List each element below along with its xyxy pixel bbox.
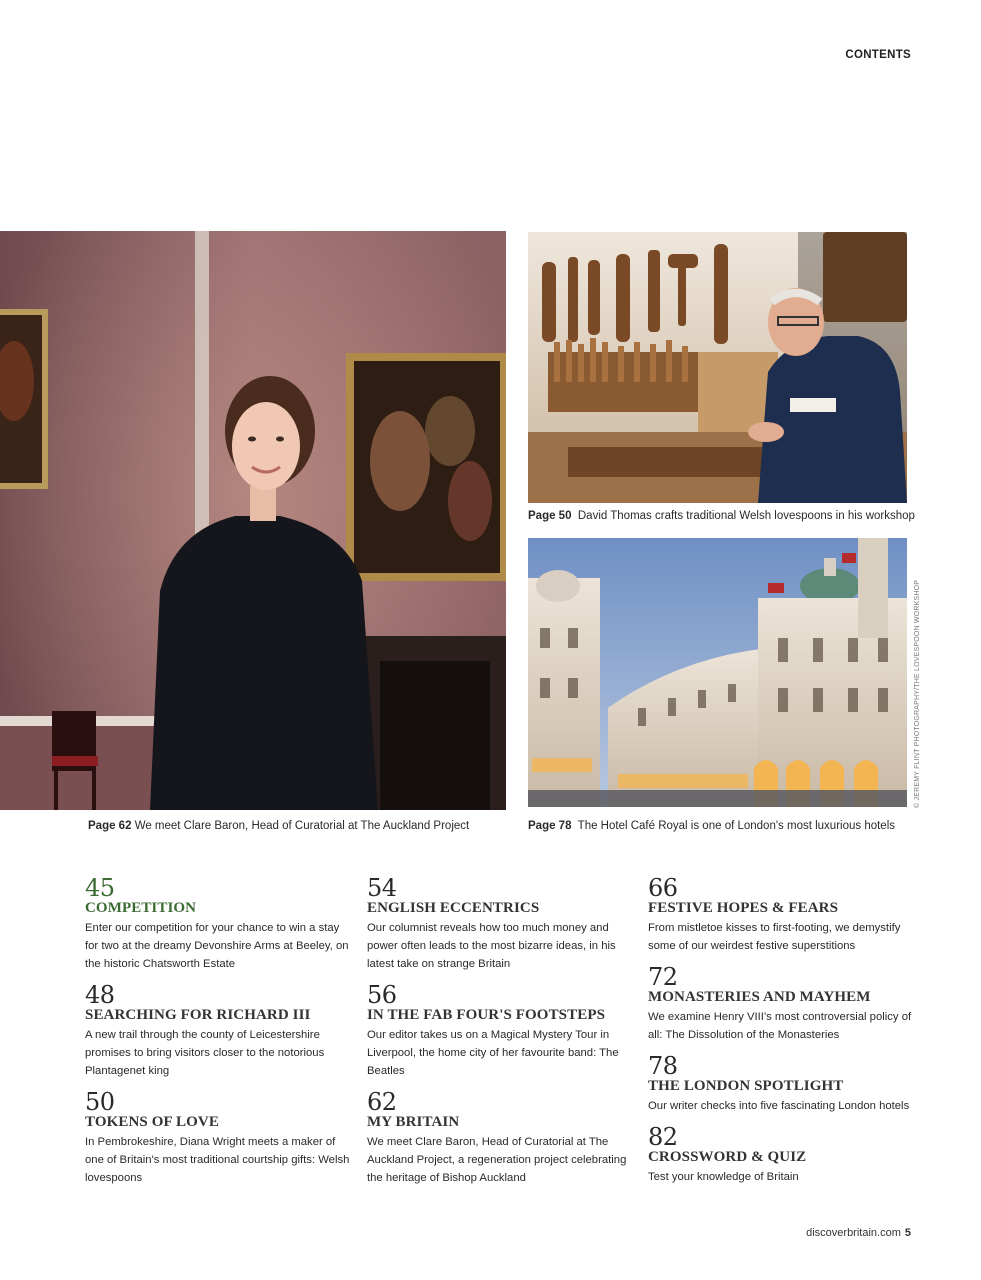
photo-hotel-cafe-royal [528,538,907,807]
contents-entry[interactable] [367,876,637,973]
contents-entry[interactable] [648,876,918,955]
entry-description: A new trail through the county of Leicestershire promises to bring visitors closer to the notorious Plantagenet king [85,1029,325,1077]
entry-description: Our editor takes us on a Magical Mystery Tour in Liverpool, the home city of her favourite band: The Beatles [367,1029,619,1077]
entry-page-number: 78 [648,1052,678,1080]
caption-workshop [528,510,915,522]
caption-text: We meet Clare Baron, Head of Curatorial at The Auckland Project [134,820,470,832]
contents-entry[interactable] [367,1090,637,1187]
entry-description: Enter our competition for your chance to win a stay for two at the dreamy Devonshire Arms at Beeley, on the historic Chatsworth Estate [85,922,349,970]
caption-hotel [528,820,895,832]
contents-column-3 [648,876,918,1196]
entry-title: SEARCHING FOR RICHARD III [85,1007,311,1023]
entry-page-number: 48 [85,981,115,1009]
entry-title: MONASTERIES AND MAYHEM [648,989,871,1005]
entry-page-number: 54 [367,874,397,902]
contents-entry[interactable] [648,1054,918,1115]
photo-credit: © JEREMY FLINT PHOTOGRAPHY/THE LOVESPOON WORKSHOP [914,579,921,808]
section-label: CONTENTS [845,49,911,61]
entry-description: Test your knowledge of Britain [648,1171,799,1183]
contents-entry[interactable] [85,876,355,973]
entry-description: From mistletoe kisses to first-footing, we demystify some of our weirdest festive superstitions [648,922,901,952]
entry-page-number: 72 [648,963,678,991]
entry-title: THE LONDON SPOTLIGHT [648,1078,844,1094]
contents-column-2 [367,876,637,1197]
entry-description: We meet Clare Baron, Head of Curatorial at The Auckland Project, a regeneration project celebrating the heritage of Bishop Auckland [367,1136,627,1184]
entry-description: In Pembrokeshire, Diana Wright meets a maker of one of Britain's most traditional courtship gifts: Welsh lovespoons [85,1136,350,1184]
entry-description: Our writer checks into five fascinating London hotels [648,1100,910,1112]
contents-entry[interactable] [367,983,637,1080]
entry-title: FESTIVE HOPES & FEARS [648,900,839,916]
page-number: 5 [904,1227,911,1239]
entry-title: IN THE FAB FOUR'S FOOTSTEPS [367,1007,606,1023]
entry-page-number: 45 [85,874,115,902]
entry-page-number: 82 [648,1123,678,1151]
entry-title: COMPETITION [85,900,197,916]
entry-page-number: 62 [367,1088,397,1116]
caption-text: The Hotel Café Royal is one of London's most luxurious hotels [577,820,896,832]
contents-entry[interactable] [85,1090,355,1187]
photo-clare-baron [0,231,506,810]
caption-page-ref: Page 50 [528,510,572,522]
caption-page-ref: Page 78 [528,820,572,832]
entry-description: We examine Henry VIII's most controversial policy of all: The Dissolution of the Monasteries [648,1011,912,1041]
page-footer [806,1227,911,1239]
entry-page-number: 56 [367,981,397,1009]
contents-entry[interactable] [648,965,918,1044]
caption-text: David Thomas crafts traditional Welsh lovespoons in his workshop [577,510,915,522]
entry-page-number: 66 [648,874,678,902]
contents-entry[interactable] [85,983,355,1080]
entry-page-number: 50 [85,1088,115,1116]
entry-description: Our columnist reveals how too much money and power often leads to the most bizarre ideas, in his latest take on strange Britain [367,922,616,970]
contents-entry[interactable] [648,1125,918,1186]
footer-site[interactable]: discoverbritain.com [806,1227,901,1239]
entry-title: TOKENS OF LOVE [85,1114,219,1130]
caption-main [88,820,469,832]
entry-title: MY BRITAIN [367,1114,460,1130]
caption-page-ref: Page 62 [88,820,132,832]
contents-column-1 [85,876,355,1197]
entry-title: CROSSWORD & QUIZ [648,1149,807,1165]
photo-lovespoon-workshop [528,232,907,503]
entry-title: ENGLISH ECCENTRICS [367,900,540,916]
